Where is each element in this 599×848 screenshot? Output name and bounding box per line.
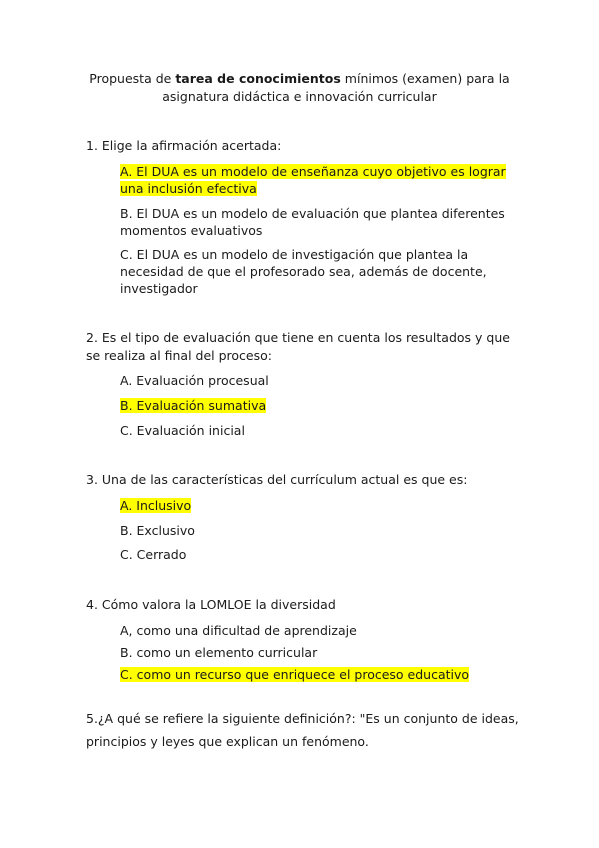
option-text: A. Inclusivo [120, 498, 192, 513]
option-text: B. como un elemento curricular [120, 645, 318, 660]
question-2-option-b [120, 397, 520, 414]
title-line2: asignatura didáctica e innovación curricular [162, 89, 437, 104]
option-text: A. Evaluación procesual [120, 373, 269, 388]
question-1-option-a [120, 163, 520, 197]
option-text: C. como un recurso que enriquece el proceso educativo [120, 667, 470, 682]
question-5: 5.¿A qué se refiere la siguiente definición?: "Es un conjunto de ideas, principios y leyes que explican un fenómeno. [86, 711, 519, 749]
title-bold: tarea de conocimientos [175, 71, 341, 86]
question-2-option-a [120, 372, 520, 389]
option-text: B. El DUA es un modelo de evaluación que plantea diferentes momentos evaluativos [120, 206, 505, 238]
option-text: C. Evaluación inicial [120, 423, 245, 438]
option-text: A. El DUA es un modelo de enseñanza cuyo objetivo es lograr una inclusión efectiva [120, 164, 506, 196]
option-text: B. Evaluación sumativa [120, 398, 267, 413]
question-4: 4. Cómo valora la LOMLOE la diversidad [86, 597, 336, 612]
question-3-option-c [120, 546, 520, 563]
question-2: 2. Es el tipo de evaluación que tiene en cuenta los resultados y que se realiza al final del proceso: [86, 330, 510, 363]
question-3: 3. Una de las características del currículum actual es que es: [86, 472, 468, 487]
question-1-option-b [120, 205, 520, 239]
question-1-option-c [120, 246, 520, 297]
question-3-option-a [120, 497, 520, 514]
title-post: mínimos (examen) para la [340, 71, 510, 86]
question-4-option-c [120, 666, 520, 683]
question-1: 1. Elige la afirmación acertada: [86, 138, 282, 153]
question-2-option-c [120, 422, 520, 439]
question-4-option-a [120, 622, 520, 639]
option-text: C. Cerrado [120, 547, 187, 562]
option-text: C. El DUA es un modelo de investigación que plantea la necesidad de que el profesorado sea, además de docente, investigador [120, 247, 487, 296]
question-4-option-b [120, 644, 520, 661]
title-pre: Propuesta de [89, 71, 176, 86]
question-3-option-b [120, 522, 520, 539]
option-text: B. Exclusivo [120, 523, 195, 538]
option-text: A, como una dificultad de aprendizaje [120, 623, 357, 638]
document-title [60, 70, 539, 106]
